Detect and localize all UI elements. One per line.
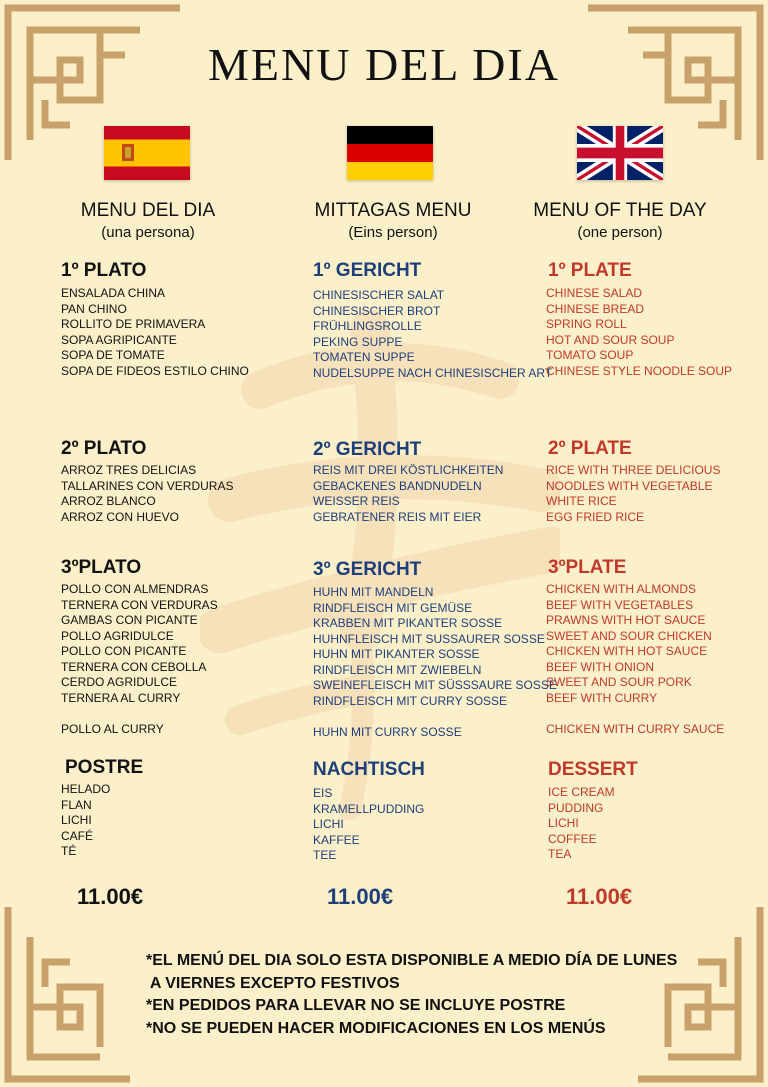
list-item: SWEINEFLEISCH MIT SÜSSSAURE SOSSE — [313, 678, 557, 692]
list-item: CHINESE SALAD — [546, 286, 643, 300]
price-spanish: 11.00€ — [77, 884, 144, 909]
column-subheading: (una persona) — [101, 224, 195, 241]
list-item: RINDFLEISCH MIT GEMÜSE — [313, 600, 473, 615]
list-item: ARROZ TRES DELICIAS — [61, 463, 197, 477]
german-column-header — [283, 200, 503, 244]
spanish-column-header — [48, 200, 248, 244]
section-heading-first-course: 1º PLATE — [548, 260, 632, 281]
list-item: KRAMELLPUDDING — [313, 801, 425, 816]
uk-flag-icon — [577, 126, 663, 180]
dish-list-first-course — [61, 286, 249, 379]
dish-list-third-course — [313, 585, 557, 709]
list-item: CHINESISCHER BROT — [313, 303, 441, 318]
note-line: *EN PEDIDOS PARA LLEVAR NO SE INCLUYE POSTRE — [146, 997, 566, 1014]
list-item: ENSALADA CHINA — [61, 286, 166, 300]
list-item: REIS MIT DREI KÖSTLICHKEITEN — [313, 463, 504, 477]
list-item: HELADO — [61, 782, 111, 796]
list-item: RINDFLEISCH MIT CURRY SOSSE — [313, 693, 508, 708]
dish-list-second-course — [546, 463, 720, 525]
section-heading-first-course: 1º GERICHT — [313, 260, 422, 281]
note-line: *NO SE PUEDEN HACER MODIFICACIONES EN LOS MENÚS — [146, 1019, 606, 1037]
list-item: HUHN MIT PIKANTER SOSSE — [313, 647, 480, 661]
list-item: BEEF WITH VEGETABLES — [546, 597, 694, 612]
dish-list-dessert — [313, 786, 424, 864]
list-item: CHICKEN WITH CURRY SAUCE — [546, 722, 725, 736]
spain-flag-icon — [104, 126, 190, 180]
note-line: *EL MENÚ DEL DIA SOLO ESTA DISPONIBLE A MEDIO DÍA DE LUNES — [146, 952, 678, 969]
section-heading-third-course: 3ºPLATO — [61, 557, 142, 578]
list-item: CHICKEN WITH HOT SAUCE — [546, 644, 708, 658]
note-line: A VIERNES EXCEPTO FESTIVOS — [146, 974, 400, 992]
list-item: TEE — [313, 848, 337, 862]
list-item: POLLO CON PICANTE — [61, 644, 187, 658]
section-heading-dessert: POSTRE — [65, 757, 144, 778]
list-item: WEISSER REIS — [313, 494, 400, 508]
list-item: SWEET AND SOUR CHICKEN — [546, 628, 712, 643]
list-item: BEEF WITH CURRY — [546, 690, 658, 705]
list-item: BEEF WITH ONION — [546, 659, 654, 674]
list-item: CHINESISCHER SALAT — [313, 288, 445, 302]
list-item: FLAN — [61, 797, 92, 812]
dish-extra-item — [313, 725, 462, 741]
list-item: SOPA DE FIDEOS ESTILO CHINO — [61, 363, 249, 378]
section-heading-third-course: 3ºPLATE — [548, 557, 627, 578]
list-item: HUHN MIT CURRY SOSSE — [313, 725, 462, 739]
column-heading: MENU DEL DIA — [80, 200, 216, 221]
list-item: FRÜHLINGSROLLE — [313, 319, 422, 333]
list-item: GEBACKENES BANDNUDELN — [313, 478, 482, 493]
dish-list-dessert — [61, 782, 110, 860]
section-heading-third-course: 3º GERICHT — [313, 559, 422, 580]
list-item: PUDDING — [548, 800, 604, 815]
dish-extra-item — [546, 722, 724, 738]
list-item: EGG FRIED RICE — [546, 509, 645, 524]
list-item: PRAWNS WITH HOT SAUCE — [546, 613, 706, 627]
list-item: TEA — [548, 847, 572, 861]
list-item: CHINESE STYLE NOODLE SOUP — [546, 363, 733, 378]
list-item: ARROZ BLANCO — [61, 494, 156, 508]
dish-list-third-course — [546, 582, 712, 706]
list-item: POLLO AGRIDULCE — [61, 628, 174, 643]
dish-list-first-course — [546, 286, 732, 379]
list-item: CERDO AGRIDULCE — [61, 675, 178, 689]
dish-list-second-course — [61, 463, 233, 525]
list-item: EIS — [313, 786, 333, 800]
list-item: TALLARINES CON VERDURAS — [61, 478, 234, 493]
list-item: COFFEE — [548, 831, 597, 846]
list-item: KAFFEE — [313, 832, 360, 847]
list-item: KRABBEN MIT PIKANTER SOSSE — [313, 616, 503, 630]
list-item: TERNERA CON CEBOLLA — [61, 659, 207, 674]
column-heading: MITTAGAS MENU — [314, 200, 472, 221]
list-item: HUHN MIT MANDELN — [313, 585, 434, 599]
list-item: LICHI — [313, 817, 344, 831]
dish-list-dessert — [548, 785, 615, 863]
column-subheading: (one person) — [577, 224, 663, 241]
column-subheading: (Eins person) — [348, 224, 438, 241]
price-german: 11.00€ — [327, 884, 394, 909]
list-item: POLLO CON ALMENDRAS — [61, 582, 209, 596]
column-heading: MENU OF THE DAY — [533, 200, 707, 221]
list-item: CHINESE BREAD — [546, 301, 645, 316]
list-item: RICE WITH THREE DELICIOUS — [546, 463, 721, 477]
list-item: WHITE RICE — [546, 494, 617, 508]
section-heading-dessert: DESSERT — [548, 759, 638, 780]
english-column-header — [520, 200, 720, 244]
section-heading-second-course: 2º GERICHT — [313, 439, 422, 460]
menu-notes — [146, 950, 677, 1040]
dish-list-third-course — [61, 582, 218, 706]
list-item: GEBRATENER REIS MIT EIER — [313, 509, 482, 524]
list-item: RINDFLEISCH MIT ZWIEBELN — [313, 662, 482, 677]
list-item: SPRING ROLL — [546, 317, 627, 331]
list-item: LICHI — [548, 816, 579, 830]
list-item: TERNERA CON VERDURAS — [61, 597, 218, 612]
list-item: LICHI — [61, 813, 92, 827]
list-item: PAN CHINO — [61, 301, 127, 316]
list-item: SOPA AGRIPICANTE — [61, 332, 177, 347]
section-heading-second-course: 2º PLATE — [548, 438, 632, 459]
list-item: TOMATO SOUP — [546, 348, 634, 362]
dish-list-first-course — [313, 288, 552, 381]
list-item: ARROZ CON HUEVO — [61, 509, 180, 524]
list-item: GAMBAS CON PICANTE — [61, 613, 198, 627]
section-heading-first-course: 1º PLATO — [61, 260, 147, 281]
list-item: HUHNFLEISCH MIT SUSSAURER SOSSE — [313, 631, 545, 646]
list-item: TOMATEN SUPPE — [313, 350, 415, 364]
list-item: TERNERA AL CURRY — [61, 690, 181, 705]
list-item: TÉ — [61, 844, 77, 858]
list-item: HOT AND SOUR SOUP — [546, 332, 675, 347]
list-item: CAFÉ — [61, 828, 94, 843]
germany-flag-icon — [347, 126, 433, 180]
list-item: SOPA DE TOMATE — [61, 348, 165, 362]
page-title: MENU DEL DIA — [208, 39, 560, 90]
list-item: ROLLITO DE PRIMAVERA — [61, 317, 206, 331]
dish-list-second-course — [313, 463, 503, 525]
list-item: SWEET AND SOUR PORK — [546, 675, 692, 689]
section-heading-second-course: 2º PLATO — [61, 438, 147, 459]
section-heading-dessert: NACHTISCH — [313, 759, 425, 780]
list-item: POLLO AL CURRY — [61, 722, 164, 736]
list-item: CHICKEN WITH ALMONDS — [546, 582, 697, 596]
list-item: ICE CREAM — [548, 785, 615, 799]
list-item: NOODLES WITH VEGETABLE — [546, 478, 713, 493]
list-item: PEKING SUPPE — [313, 334, 403, 349]
list-item: NUDELSUPPE NACH CHINESISCHER ART — [313, 365, 553, 380]
dish-extra-item — [61, 722, 164, 738]
price-english: 11.00€ — [566, 884, 633, 909]
